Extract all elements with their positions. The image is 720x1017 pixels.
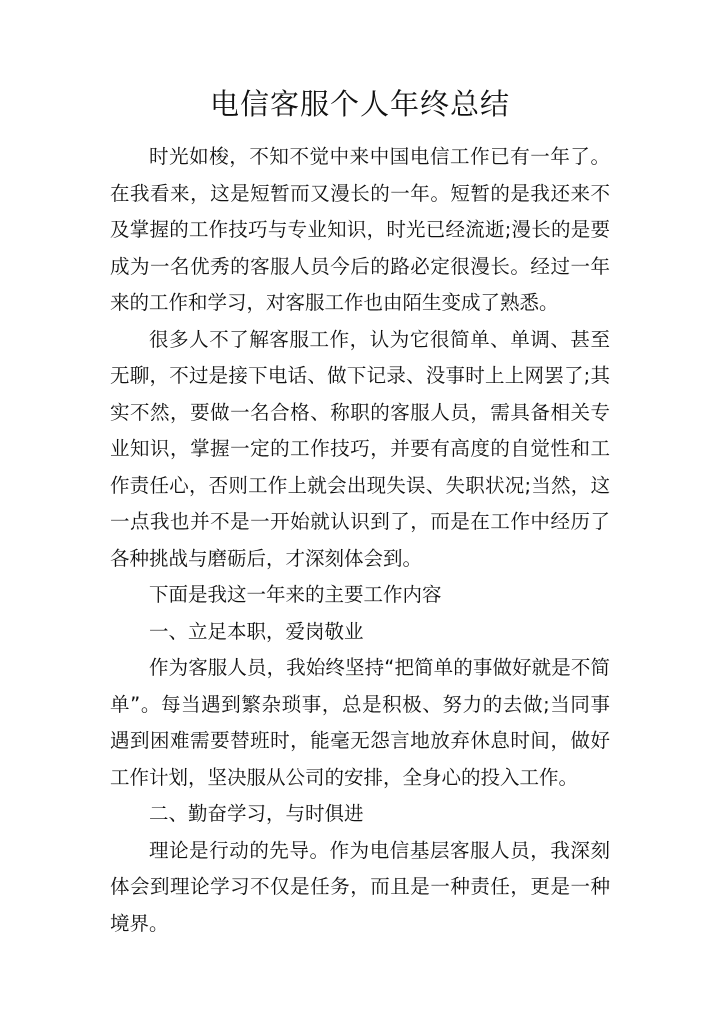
paragraph-section-2: 理论是行动的先导。作为电信基层客服人员，我深刻体会到理论学习不仅是任务，而且是一种责任，更是一种境界。 xyxy=(110,838,610,935)
paragraph-intro: 时光如梭，不知不觉中来中国电信工作已有一年了。在我看来，这是短暂而又漫长的一年。短暂的是我还来不及掌握的工作技巧与专业知识，时光已经流逝;漫长的是要成为一名优秀的客服人员今后的路必定很漫长。经过一年来的工作和学习，对客服工作也由陌生变成了熟悉。 xyxy=(110,145,610,314)
section-heading-1: 一、立足本职，爱岗敬业 xyxy=(149,619,364,643)
document-body xyxy=(110,139,610,942)
paragraph-misconception: 很多人不了解客服工作，认为它很简单、单调、甚至无聊，不过是接下电话、做下记录、没事时上上网罢了;其实不然，要做一名合格、称职的客服人员，需具备相关专业知识，掌握一定的工作技巧，并要有高度的自觉性和工作责任心，否则工作上就会出现失误、失职状况;当然，这一点我也并不是一开始就认识到了，而是在工作中经历了各种挑战与磨砺后，才深刻体会到。 xyxy=(110,327,610,570)
document-title: 电信客服个人年终总结 xyxy=(209,87,510,121)
paragraph-section-1: 作为客服人员，我始终坚持“把简单的事做好就是不简单”。每当遇到繁杂琐事，总是积极、努力的去做;当同事遇到困难需要替班时，能毫无怨言地放弃休息时间，做好工作计划，坚决服从公司的安排，全身心的投入工作。 xyxy=(110,656,610,789)
paragraph-work-content-intro: 下面是我这一年来的主要工作内容 xyxy=(149,583,442,606)
section-heading-2: 二、勤奋学习，与时俱进 xyxy=(149,802,364,825)
